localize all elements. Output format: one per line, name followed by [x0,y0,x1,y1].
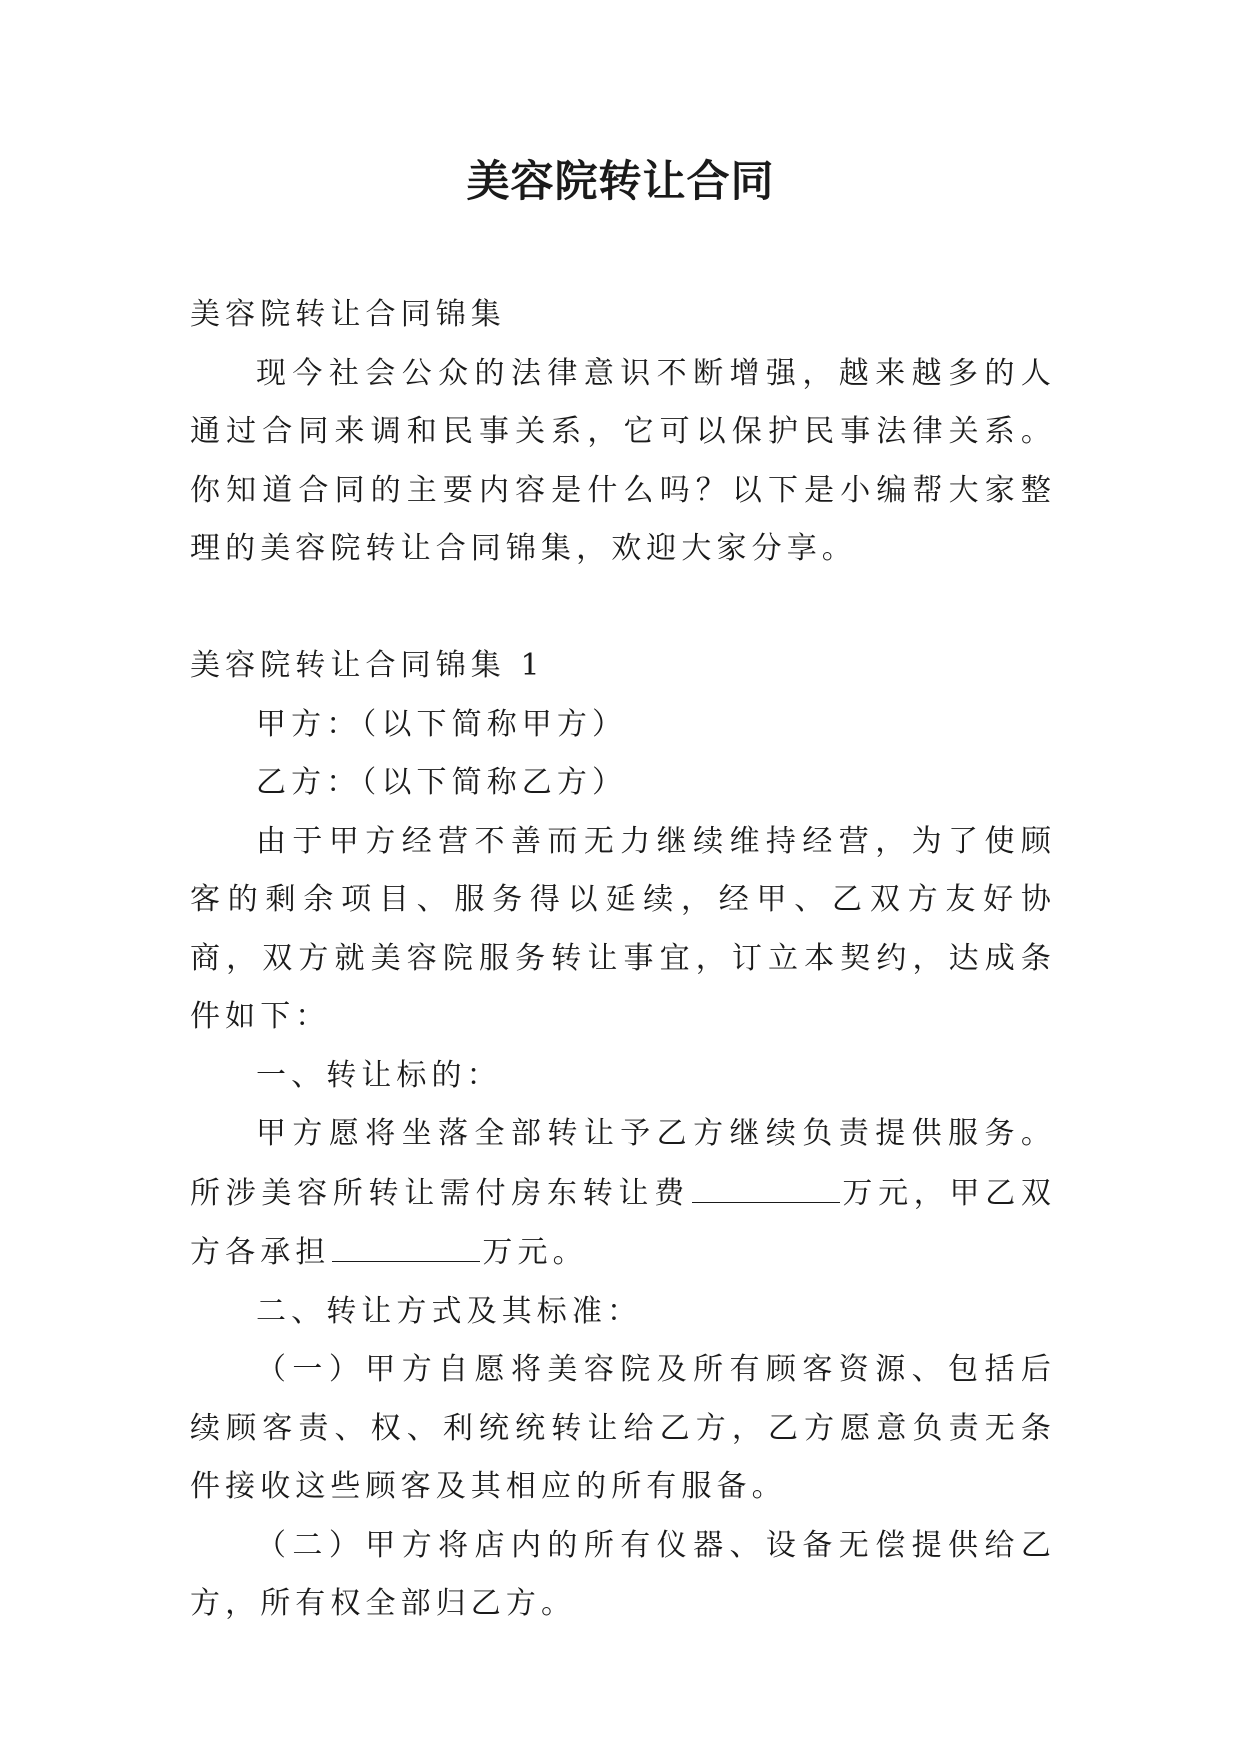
fill-in-blank [332,1223,480,1262]
document-subtitle: 美容院转让合同锦集 [190,297,506,332]
clause-1-text-part-b: 万元，甲乙双方各承担 [190,1175,1056,1270]
preamble-paragraph: 由于甲方经营不善而无力继续维持经营，为了使顾客的剩余项目、服务得以延续，经甲、乙双方友好协商，双方就美容院服务转让事宜，订立本契约，达成条件如下： [190,823,1056,1034]
paragraph-gap [190,579,1056,638]
intro-paragraph: 现今社会公众的法律意识不断增强，越来越多的人通过合同来调和民事关系，它可以保护民事法律关系。你知道合同的主要内容是什么吗？以下是小编帮大家整理的美容院转让合同锦集，欢迎大家分享。 [190,355,1056,566]
clause-1-text-part-a: 甲方愿将坐落全部转让予乙方继续负责提供服务。所涉美容所转让需付房东转让费 [190,1116,1056,1211]
clause-2-heading: 二、转让方式及其标准： [256,1293,643,1329]
fill-in-blank [692,1164,840,1203]
clause-2-item-2: （二）甲方将店内的所有仪器、设备无偿提供给乙方，所有权全部归乙方。 [190,1527,1056,1621]
clause-2-item-1: （一）甲方自愿将美容院及所有顾客资源、包括后续顾客责、权、利统统转让给乙方，乙方愿意负责无条件接收这些顾客及其相应的所有服备。 [190,1352,1056,1504]
party-a-line: 甲方：（以下简称甲方） [256,706,628,742]
clause-1-text-part-c: 万元。 [482,1235,588,1270]
section-heading: 美容院转让合同锦集 1 [190,648,545,683]
document-title: 美容院转让合同 [466,157,775,207]
document-body [190,286,1056,1634]
party-b-line: 乙方：（以下简称乙方） [256,765,628,800]
clause-1-heading: 一、转让标的： [256,1057,502,1093]
clause-1-text [190,1105,1056,1283]
